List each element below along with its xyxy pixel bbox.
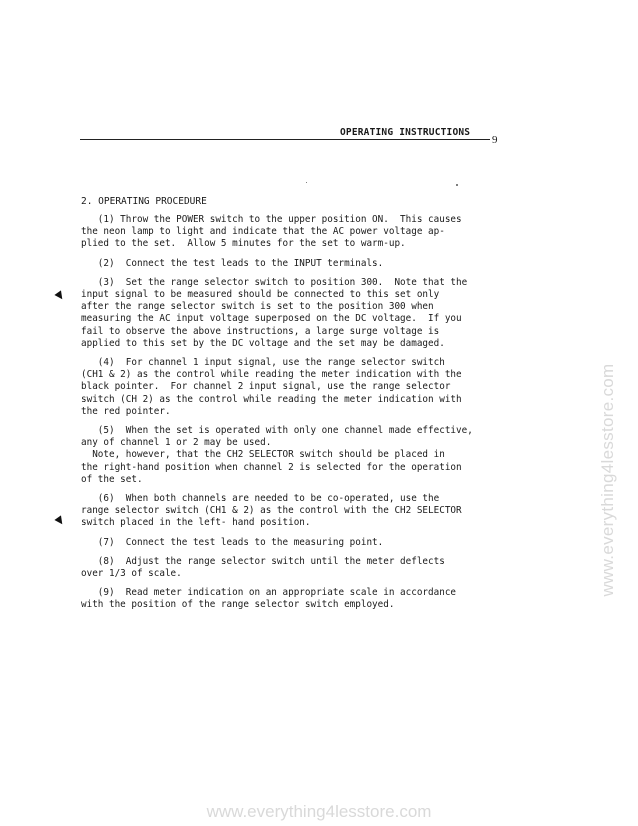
instructions-body: [81, 214, 501, 619]
margin-arrow-icon: [54, 290, 65, 301]
step-5-paragraph: (5) When the set is operated with only one channel made effective, any of channel 1 or 2 may be used. Note, however, that the CH2 SELECTOR switch should be placed in the right-hand position when channel 2 is selected for the operation of the set.: [81, 425, 473, 485]
step-6-paragraph: (6) When both channels are needed to be co-operated, use the range selector switch (CH1 & 2) as the control with the CH2 SELECTOR switch placed in the left- hand position.: [81, 493, 462, 529]
scan-speck: [456, 184, 458, 186]
section-heading: 2. OPERATING PROCEDURE: [81, 196, 207, 207]
header-rule: [80, 139, 490, 140]
header-title: OPERATING INSTRUCTIONS: [340, 127, 471, 138]
step-9-paragraph: (9) Read meter indication on an appropriate scale in accordance with the position of the range selector switch employed.: [81, 587, 457, 611]
step-3-paragraph: (3) Set the range selector switch to position 300. Note that the input signal to be measured should be connected to this set only after the range selector switch is set to the position 300 when measuring the AC input voltage superposed on the DC voltage. If you fail to observe the above instructions, a large surge voltage is applied to this set by the DC voltage and the set may be damaged.: [81, 276, 468, 349]
step-4-paragraph: (4) For channel 1 input signal, use the range selector switch (CH1 & 2) as the control while reading the meter indication with the black pointer. For channel 2 input signal, use the range selector switch (CH 2) as the control while reading the meter indication with the red pointer.: [81, 357, 462, 417]
step-2-paragraph: (2) Connect the test leads to the INPUT terminals.: [81, 257, 384, 269]
bottom-watermark: www.everything4lesstore.com: [206, 802, 432, 821]
scan-speck: [306, 182, 307, 183]
step-1-paragraph: (1) Throw the POWER switch to the upper position ON. This causes the neon lamp to light and indicate that the AC power voltage ap- plied to the set. Allow 5 minutes for the set to warm-up.: [81, 214, 462, 250]
side-watermark: www.everything4lesstore.com: [598, 363, 617, 597]
step-8-paragraph: (8) Adjust the range selector switch until the meter deflects over 1/3 of scale.: [81, 555, 445, 580]
margin-arrow-icon: [54, 515, 65, 526]
page-number: 9: [492, 134, 498, 146]
step-7-paragraph: (7) Connect the test leads to the measuring point.: [81, 536, 384, 548]
